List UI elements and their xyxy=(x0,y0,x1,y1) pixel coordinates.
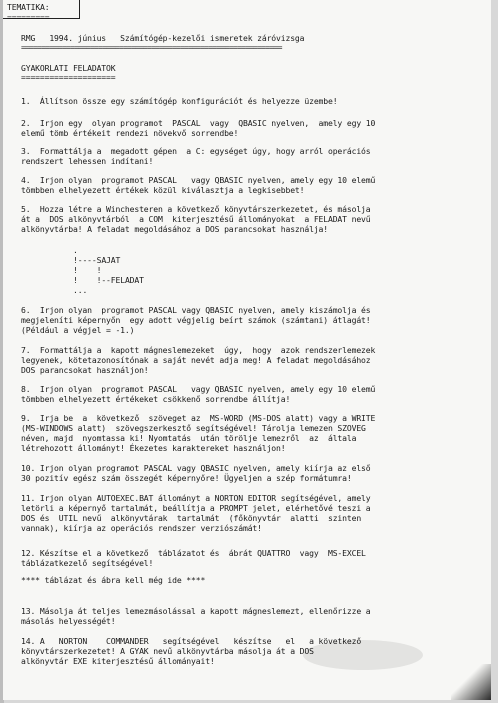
task-9-line-3: néven, majd nyomtassa ki! Nyomtatás után törölje lemezről az általa xyxy=(21,433,357,443)
task-5-line-3: alkönyvtárba! A feladat megoldásához a DOS parancsokat használja! xyxy=(21,224,328,234)
task-9-line-1: 9. Irja be a következő szöveget az MS-WORD (MS-DOS alatt) vagy a WRITE xyxy=(21,413,376,423)
task-4-line-1: 4. Irjon olyan programot PASCAL vagy QBASIC nyelven, amely egy 10 elemű xyxy=(21,175,376,185)
task-11-line-4: vannak), kiírja az operációs rendszer verziószámát! xyxy=(21,523,262,533)
task-6-line-2: megjeleníti képernyőn egy adott végjelig beírt számok (számtani) átlagát! xyxy=(21,315,371,325)
task-11-line-3: DOS és UTIL nevű alkönyvtárak tartalmát (főkönyvtár alatti szinten xyxy=(21,513,362,523)
task-12-line-1: 12. Készítse el a következő táblázatot és ábrát QUATTRO vagy MS-EXCEL xyxy=(21,548,366,558)
task-13-line-2: másolás helyességét! xyxy=(21,616,116,626)
task-7-line-3: DOS parancsokat használjon! xyxy=(21,365,149,375)
task-10-line-1: 10. Irjon olyan programot PASCAL vagy QBASIC nyelven, amely kiírja az első xyxy=(21,463,371,473)
task-7-line-2: legyenek, kötetazonosítónak a saját nevét adja meg! A feladat megoldásához xyxy=(21,355,371,365)
task-3-line-2: rendszert lehessen indítani! xyxy=(21,156,154,166)
task-6-line-1: 6. Irjon olyan programot PASCAL vagy QBASIC nyelven, amely kiszámolja és xyxy=(21,305,371,315)
section-heading: GYAKORLATI FELADATOK xyxy=(21,63,116,73)
task-12-line-2: táblázatkezelő segítségével! xyxy=(21,558,154,568)
task-7-line-1: 7. Formattálja a kapott mágneslemezeket úgy, hogy azok rendszerlemezek xyxy=(21,345,376,355)
task-11-line-2: letörli a képernyő tartalmát, beállítja a PROMPT jelet, elérhetővé teszi a xyxy=(21,503,371,513)
task-14-line-2: könyvtárszerkezetet! A GYAK nevű alkönyvtárba másolja át a DOS xyxy=(21,646,314,656)
task-2-line-1: 2. Irjon egy olyan programot PASCAL vagy QBASIC nyelven, amely egy 10 xyxy=(21,118,376,128)
task-11-line-1: 11. Irjon olyan AUTOEXEC.BAT állományt a NORTON EDITOR segítségével, amely xyxy=(21,493,371,503)
tematika-label: TEMATIKA: xyxy=(7,2,50,12)
task-1: 1. Állítson össze egy számítógép konfigurációt és helyezze üzembe! xyxy=(21,96,338,106)
scan-corner-shadow xyxy=(451,664,491,700)
task-3-line-1: 3. Formattálja a megadott gépen a C: egységet úgy, hogy arról operációs xyxy=(21,146,371,156)
task-4-line-2: tömbben elhelyezett értékek közül kiválasztja a legkisebbet! xyxy=(21,185,305,195)
task-12-note: **** táblázat és ábra kell még ide **** xyxy=(21,575,206,585)
section-underline: ==================== xyxy=(21,72,116,82)
title-underline: ================================================================ xyxy=(21,42,282,52)
exam-title: RMG 1994. június Számítógép-kezelői ismeretek záróvizsga xyxy=(21,33,305,43)
task-2-line-2: elemű tömb értékeit rendezi növekvő sorrendbe! xyxy=(21,128,239,138)
tree-sajat: !----SAJAT xyxy=(73,255,121,265)
task-10-line-2: 30 pozitív egész szám összegét képernyőre! Ügyeljen a szép formátumra! xyxy=(21,473,352,483)
task-13-line-1: 13. Másolja át teljes lemezmásolással a kapott mágneslemezt, ellenőrizze a xyxy=(21,606,371,616)
tree-feladat: ! !--FELADAT xyxy=(73,275,144,285)
task-14-line-1: 14. A NORTON COMMANDER segítségével készítse el a következő xyxy=(21,636,362,646)
tree-root: . xyxy=(73,245,78,255)
task-14-line-3: alkönyvtár EXE kiterjesztésű állományait! xyxy=(21,656,215,666)
tree-ellipsis: ... xyxy=(73,285,88,295)
task-8-line-1: 8. Irjon olyan programot PASCAL vagy QBASIC nyelven, amely egy 10 elemű xyxy=(21,384,376,394)
tree-branch: ! ! xyxy=(73,265,102,275)
task-6-line-3: (Például a végjel = -1.) xyxy=(21,325,135,335)
tematika-underline: ========= xyxy=(7,12,50,22)
task-9-line-2: (MS-WINDOWS alatt) szövegszerkesztő segítségével! Tárolja lemezen SZOVEG xyxy=(21,423,366,433)
task-8-line-2: tömbben elhelyezett értékeket csökkenő sorrendbe állítja! xyxy=(21,394,291,404)
scan-smudge xyxy=(303,640,423,670)
task-5-line-1: 5. Hozza létre a Winchesteren a következő könyvtárszerkezetet, és másolja xyxy=(21,204,371,214)
document-page xyxy=(3,0,491,700)
task-5-line-2: át a DOS alkönyvtárból a COM kiterjesztésű állományokat a FELADAT nevű xyxy=(21,214,371,224)
task-9-line-4: létrehozott állományt! Ékezetes karaktereket használjon! xyxy=(21,443,286,453)
